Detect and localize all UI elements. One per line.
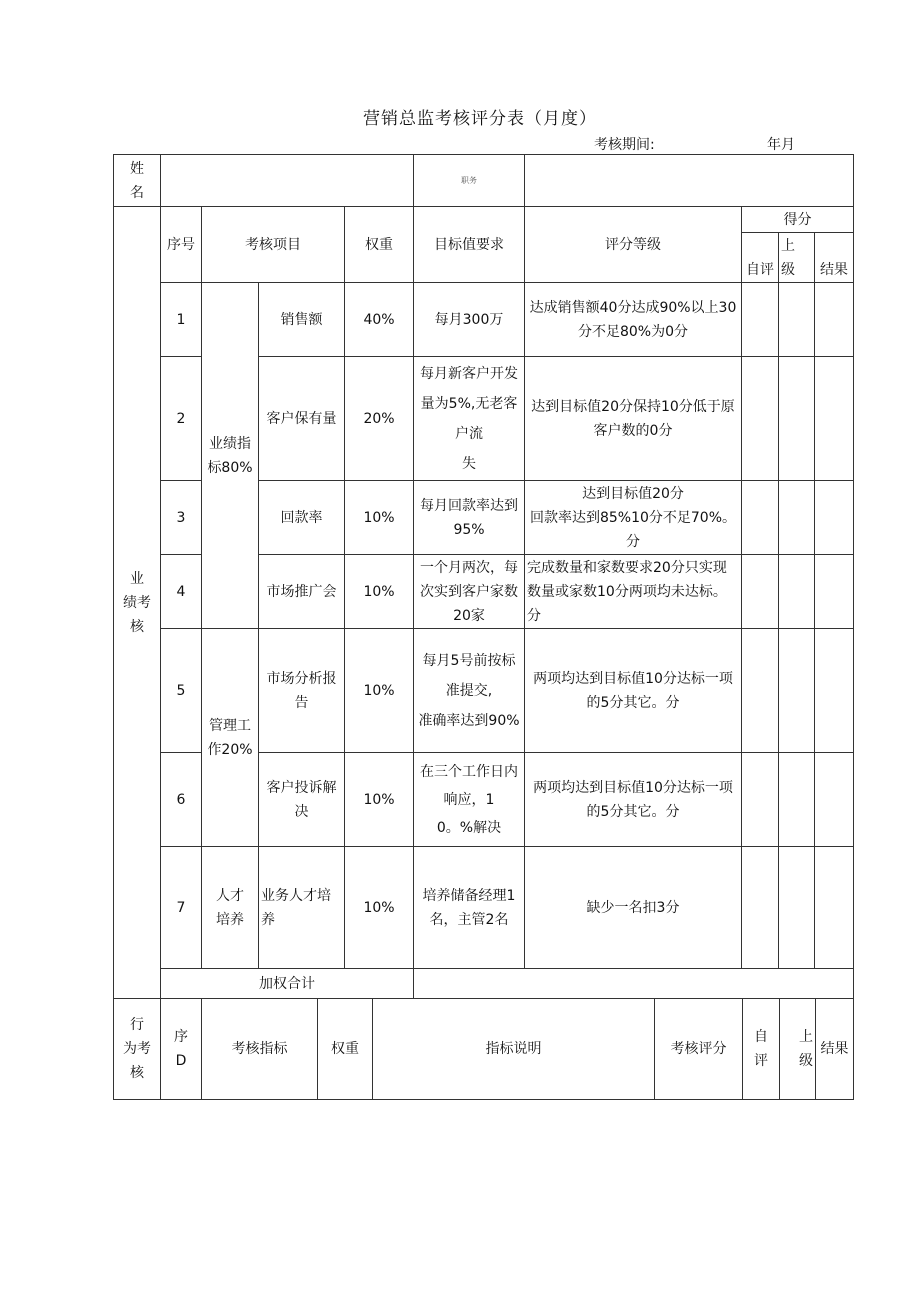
col-weight: 权重: [345, 207, 414, 283]
score-superior-cell[interactable]: [779, 753, 815, 847]
row-target: 每月新客户开发量为5%,无老客户流 失: [414, 357, 525, 481]
behavior-col-indicator: 考核指标: [202, 999, 318, 1100]
row-grading: 完成数量和家数要求20分只实现数量或家数10分两项均未达标。分: [525, 555, 742, 629]
row-target: 每月5号前按标准提交, 准确率达到90%: [414, 629, 525, 753]
col-result: 结果: [815, 233, 854, 283]
col-target: 目标值要求: [414, 207, 525, 283]
behavior-col-superior: 上 级: [780, 999, 816, 1100]
row-grading: 达到目标值20分保持10分低于原客户数的0分: [525, 357, 742, 481]
row-seq: 4: [161, 555, 202, 629]
group-label: 管理工 作20%: [202, 629, 259, 847]
row-grading: 两项均达到目标值10分达标一项的5分其它。分: [525, 629, 742, 753]
behavior-col-seq: 序 D: [161, 999, 202, 1100]
row-target: 在三个工作日内响应，1 0。%解决: [414, 753, 525, 847]
group-label: 人才 培养: [202, 847, 259, 969]
group-label: 业绩指 标80%: [202, 283, 259, 629]
row-seq: 7: [161, 847, 202, 969]
score-self-cell[interactable]: [742, 555, 779, 629]
behavior-col-description: 指标说明: [373, 999, 655, 1100]
row-grading: 两项均达到目标值10分达标一项的5分其它。分: [525, 753, 742, 847]
row-weight: 10%: [345, 753, 414, 847]
score-self-cell[interactable]: [742, 753, 779, 847]
row-item: 销售额: [259, 283, 345, 357]
row-target: 每月回款率达到95%: [414, 481, 525, 555]
score-superior-cell[interactable]: [779, 629, 815, 753]
name-label: 姓 名: [114, 155, 161, 207]
position-label: 职务: [414, 155, 525, 207]
score-self-cell[interactable]: [742, 481, 779, 555]
row-weight: 40%: [345, 283, 414, 357]
performance-table: [113, 154, 854, 999]
score-superior-cell[interactable]: [779, 555, 815, 629]
row-item: 客户保有量: [259, 357, 345, 481]
behavior-section-label: 行 为考 核: [114, 999, 161, 1100]
form-title: 营销总监考核评分表（月度）: [363, 109, 597, 129]
score-result-cell[interactable]: [815, 481, 854, 555]
score-superior-cell[interactable]: [779, 481, 815, 555]
score-superior-cell[interactable]: [779, 357, 815, 481]
row-weight: 10%: [345, 481, 414, 555]
row-weight: 10%: [345, 629, 414, 753]
behavior-col-result: 结果: [816, 999, 854, 1100]
score-self-cell[interactable]: [742, 283, 779, 357]
row-item: 回款率: [259, 481, 345, 555]
score-result-cell[interactable]: [815, 629, 854, 753]
row-grading: 缺少一名扣3分: [525, 847, 742, 969]
row-weight: 10%: [345, 847, 414, 969]
performance-section-label: 业 绩考 核: [114, 207, 161, 999]
weighted-total-label: 加权合计: [161, 969, 414, 999]
row-grading: 达成销售额40分达成90%以上30分不足80%为0分: [525, 283, 742, 357]
col-superior: 上 级: [779, 233, 815, 283]
behavior-table: [113, 998, 854, 1100]
position-value[interactable]: [525, 155, 854, 207]
score-result-cell[interactable]: [815, 283, 854, 357]
behavior-col-rating: 考核评分: [655, 999, 743, 1100]
col-self: 自评: [742, 233, 779, 283]
row-target: 每月300万: [414, 283, 525, 357]
period-label: 考核期间:: [594, 137, 655, 153]
row-seq: 3: [161, 481, 202, 555]
row-item: 市场推广会: [259, 555, 345, 629]
score-self-cell[interactable]: [742, 629, 779, 753]
col-grading: 评分等级: [525, 207, 742, 283]
score-self-cell[interactable]: [742, 357, 779, 481]
weighted-total-value[interactable]: [414, 969, 854, 999]
row-weight: 10%: [345, 555, 414, 629]
score-superior-cell[interactable]: [779, 847, 815, 969]
row-weight: 20%: [345, 357, 414, 481]
row-grading: 达到目标值20分 回款率达到85%10分不足70%。分: [525, 481, 742, 555]
period-unit: 年月: [767, 137, 795, 153]
row-item: 客户投诉解决: [259, 753, 345, 847]
col-score: 得分: [742, 207, 854, 233]
row-seq: 2: [161, 357, 202, 481]
behavior-col-weight: 权重: [318, 999, 373, 1100]
row-item: 市场分析报告: [259, 629, 345, 753]
row-target: 一个月两次，每次实到客户家数20家: [414, 555, 525, 629]
row-target: 培养储备经理1名，主管2名: [414, 847, 525, 969]
row-item: 业务人才培养: [259, 847, 345, 969]
behavior-col-self: 自 评: [743, 999, 780, 1100]
score-result-cell[interactable]: [815, 357, 854, 481]
row-seq: 5: [161, 629, 202, 753]
score-result-cell[interactable]: [815, 753, 854, 847]
name-value[interactable]: [161, 155, 414, 207]
score-self-cell[interactable]: [742, 847, 779, 969]
col-seq: 序号: [161, 207, 202, 283]
score-result-cell[interactable]: [815, 847, 854, 969]
row-seq: 1: [161, 283, 202, 357]
score-result-cell[interactable]: [815, 555, 854, 629]
row-seq: 6: [161, 753, 202, 847]
col-item: 考核项目: [202, 207, 345, 283]
score-superior-cell[interactable]: [779, 283, 815, 357]
